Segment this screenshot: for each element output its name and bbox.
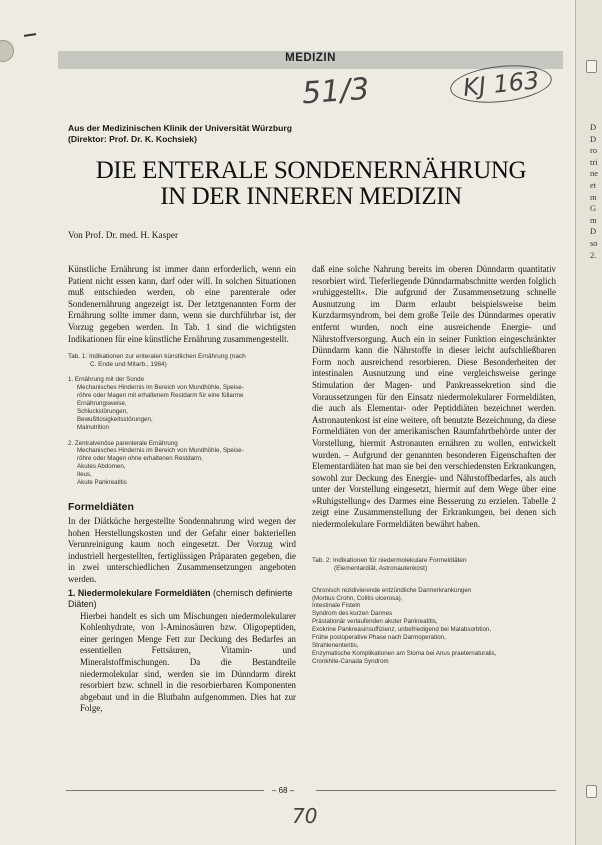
section-header-bar bbox=[58, 51, 563, 69]
institute-line: Aus der Medizinischen Klinik der Universität Würzburg (Direktor: Prof. Dr. K. Kochsiek) bbox=[68, 123, 292, 144]
binder-ring-mark bbox=[0, 40, 14, 62]
page-number: – 68 – bbox=[272, 786, 295, 795]
handwritten-code: KJ 163 bbox=[448, 61, 553, 107]
table2-list: Chronisch rezidivierende entzündliche Darmerkrankungen (Morbus Crohn, Colitis ulcerosa), Intestinale Fisteln Syndrom des kurzen Darmes Prästationär verlaufenden akuter Pankreatitis, Exokrine Pankreasinsuffizienz, unbefriedigend bei Malabsorbtion, Frühe postoperative Phase nach Darmoperation, Strahlenenteritis, Enzymatische Komplikationen am Stoma bei Anus praeternaturalis, Cronkhite-Canada Syndrom bbox=[312, 586, 497, 665]
binder-hole bbox=[586, 60, 597, 73]
article-title: DIE ENTERALE SONDENERNÄHRUNG IN DER INNEREN MEDIZIN bbox=[95, 157, 527, 210]
adjacent-page-text: D D ro tri ne et m G m D so 2. bbox=[590, 122, 599, 260]
list-item-body: Hierbei handelt es sich um Mischungen niedermolekularer Kohlenhydrate, von l-Aminosäuren bzw. Oligopeptiden, einer geringen Menge Fett zur Deckung des Bedarfes an essentiellen Fettsäuren, Vitamin- und Mineralstoffmischungen. Da die Bestandteile niedermolekular sind, werden sie im Dünndarm direkt resorbiert bzw. schnell in die resorbierbaren Komponenten abgebaut und in die Blutbahn aufgenommen. Dies hat zur Folge, bbox=[80, 610, 296, 714]
handwritten-page-number: 70 bbox=[292, 804, 318, 828]
pen-mark bbox=[24, 33, 36, 37]
right-paragraph: daß eine solche Nahrung bereits im oberen Dünndarm quantitativ resorbiert wird. Tieferliegende Dünndarmabschnitte werden folglich »ruhiggestellt«. Die aufgrund der Zusammensetzung schnelle Ausnutzung im Darm erlaubt beispielsweise beim Kurzdarmsyndrom, bei dem große Teile des Dünndarmes operativ entfernt wurden, noch eine ausreichende Energie- und Nährstoffversorgung. Auch ein in seiner Funktion eingeschränkter Dünndarm kann die Nährstoffe in dieser leicht aufschließbaren Form noch ausreichend resorbieren. Diese Besonderheiten der intestinalen Ausnutzung und eine vergleichsweise geringe Stimulation der Magen- und Pankreassekretion sind die Voraussetzungen für den Einsatz niedermolekularer Formeldiäten, die auch als Elementar- oder Peptiddiäten bezeichnet werden. Astronautenkost ist eine weitere, oft benutzte Bezeichnung, da diese Formeldiäten von der amerikanischen Raumfahrtbehörde unter der Vorstellung, hiermit Astronauten ernähren zu wollen, entwickelt wurden. – Aufgrund der genannten besonderen Eigenschaften der Elementardiäten hat man sie bei den verschiedensten Erkrankungen, sowohl zur Deckung des Energie- und Nährstoffbedarfes, als auch unter der Vorstellung eingesetzt, hiermit auf dem Wege über eine »Ruhigstellung« des Darmes eine Besserung zu erzielen. Tabelle 2 zeigt eine Zusammenstellung der Erkrankungen, bei denen sich niedermolekulare Formeldiäten bewährt haben. bbox=[312, 264, 556, 530]
left-column bbox=[68, 264, 296, 715]
handwritten-reference: 51/3 bbox=[300, 71, 371, 112]
table1-caption: Tab. 1: Indikationen zur enteralen künstlichen Ernährung (nach C. Ende und Mitarb., 1984) bbox=[68, 353, 246, 369]
list-item-heading: 1. Niedermolekulare Formeldiäten (chemisch definierte Diäten) bbox=[68, 587, 293, 610]
footer-rule-left bbox=[66, 790, 264, 791]
section-label: MEDIZIN bbox=[285, 52, 336, 64]
table1-list: 1. Ernährung mit der Sonde Mechanisches Hindernis im Bereich von Mundhöhle, Speise- röhre oder Magen mit erhaltenem Restdarm für eine füllarme Ernährungsweise, Schluckstörungen, Bewußtlosigkeitsstörungen, Malnutrition 2. Zentralvenöse parenterale Ernährung Mechanisches Hindernis im Bereich von Mundhöhle, Speise- röhre oder Magen ohne erhaltenen Restdarm, Akutes Abdomen, Ileus, Akute Pankreatitis bbox=[68, 376, 244, 487]
author-line: Von Prof. Dr. med. H. Kasper bbox=[68, 231, 179, 241]
intro-paragraph: Künstliche Ernährung ist immer dann erforderlich, wenn ein Patient nicht essen kann, darf oder will. In solchen Situationen muß entschieden werden, ob eine parenterale oder Sondenernährung angezeigt ist. Der letztgenannten Form der Ernährung sollte immer dann, wenn sie durchführbar ist, der Vorzug gegeben werden. In Tab. 1 sind die wichtigsten Indikationen für eine künstliche Ernährung zusammengestellt. bbox=[68, 264, 296, 344]
binder-hole bbox=[586, 785, 597, 798]
table2-caption: Tab. 2: Indikationen für niedermolekulare Formeldiäten (Elementardiät, Astronautenkost) bbox=[312, 556, 467, 572]
footer-rule-right bbox=[316, 790, 556, 791]
adjacent-page-edge bbox=[575, 0, 602, 845]
section-heading-formeldiaeten: Formeldiäten bbox=[68, 500, 134, 513]
formel-paragraph: In der Diätküche hergestellte Sondennahrung wird wegen der hohen Herstellungskosten und der Gefahr einer bakteriellen Verunreinigung kaum noch eingesetzt. Der Vorzug wird industriell hergestellten, fertiglüssigen Präparaten gegeben, die in zwei unterschiedlichen Zusammensetzungen angeboten werden. bbox=[68, 515, 296, 584]
right-column bbox=[312, 264, 556, 666]
